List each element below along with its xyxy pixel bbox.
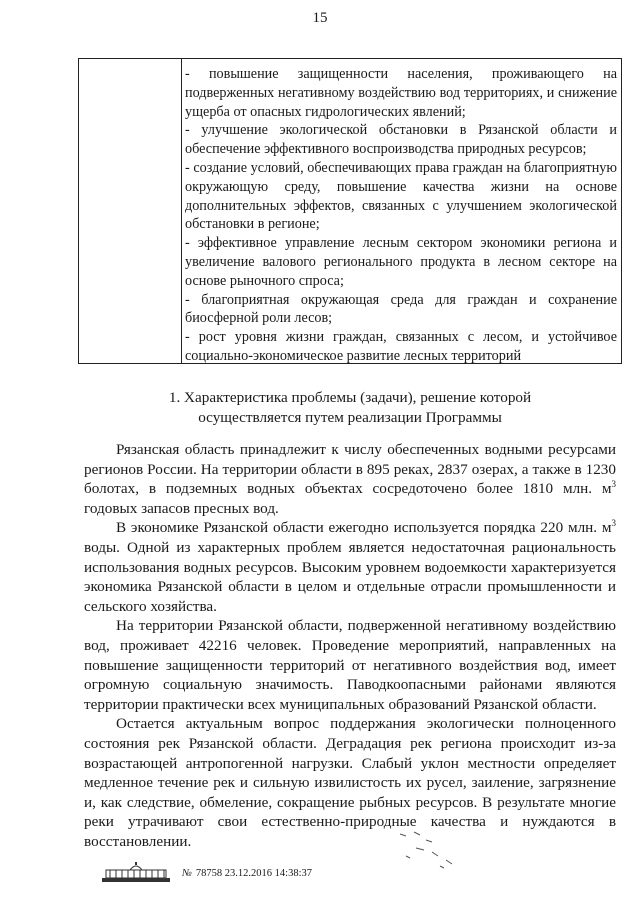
goal-item: - улучшение экологической обстановки в Рязанской области и обеспечение эффективного воспроизводства природных ресурсов; (185, 122, 617, 158)
table-column-divider (181, 59, 182, 363)
number-symbol: № (182, 868, 192, 879)
page-number: 15 (312, 10, 328, 26)
paragraph-2 (84, 518, 616, 616)
goal-item: - благоприятная окружающая среда для граждан и сохранение биосферной роли лесов; (185, 291, 617, 327)
registration-number-and-date: 78758 23.12.2016 14:38:37 (195, 868, 312, 879)
section-heading-line-2: осуществляется путем реализации Программы (198, 409, 502, 426)
signature-mark (396, 826, 466, 870)
government-building-logo (100, 862, 172, 884)
goals-table (78, 58, 622, 364)
superscript: 3 (611, 518, 616, 529)
document-footer (100, 862, 400, 886)
section-heading-line-1: 1. Характеристика проблемы (задачи), решение которой (168, 389, 532, 406)
section-heading (150, 388, 550, 428)
table-cell-goals (185, 65, 617, 366)
registration-stamp (182, 868, 312, 879)
paragraph-1-text-b: годовых запасов пресных вод. (84, 499, 279, 517)
paragraph-1 (84, 440, 616, 518)
superscript: 3 (611, 479, 616, 490)
paragraph-1-text-a: Рязанская область принадлежит к числу обеспеченных водными ресурсами регионов России. На территории области в 895 реках, 2837 озерах, а также в 1230 болотах, в подземных водных объектах сосредоточено более 1810 млн. м (84, 441, 616, 498)
paragraph-4: Остается актуальным вопрос поддержания экологически полноценного состояния рек Рязанской области. Деградация рек региона происходит из-за возрастающей антропогенной нагрузки. Слабый уклон местности определяет медленное течение рек и сильную извилистость их русел, заиление, загрязнение и, как следствие, обмеление, сокращение рыбных ресурсов. В результате многие реки утрачивают свои естественно-природные качества и нуждаются в восстановлении. (84, 715, 616, 850)
goal-item: - создание условий, обеспечивающих права граждан на благоприятную окружающую среду, повышение качества жизни на основе дополнительных эффектов, связанных с улучшением экологической обстановки в регионе; (185, 159, 617, 233)
goal-item: - рост уровня жизни граждан, связанных с лесом, и устойчивое социально-экономическое развитие лесных территорий (185, 329, 617, 364)
paragraph-2-text-b: воды. Одной из характерных проблем является недостаточная рациональность использования водных ресурсов. Высоким уровнем водоемкости характеризуется экономика Рязанской области в целом и отдельные отрасли промышленности и сельского хозяйства. (84, 538, 616, 615)
body-text (84, 440, 616, 851)
paragraph-3: На территории Рязанской области, подверженной негативному воздействию вод, проживает 42216 человек. Проведение мероприятий, направленных на повышение защищенности территорий от негативного воздействия вод, имеет огромную социальную значимость. Паводкоопасными районами являются территории практически всех муниципальных образований Рязанской области. (84, 617, 616, 713)
paragraph-2-text-a: В экономике Рязанской области ежегодно используется порядка 220 млн. м (116, 519, 612, 537)
goal-item: - эффективное управление лесным сектором экономики региона и увеличение валового регионального продукта в лесном секторе на основе рыночного спроса; (185, 235, 617, 289)
goal-item: - повышение защищенности населения, проживающего на подверженных негативному воздействию вод территориях, и снижение ущерба от опасных гидрологических явлений; (185, 66, 617, 120)
